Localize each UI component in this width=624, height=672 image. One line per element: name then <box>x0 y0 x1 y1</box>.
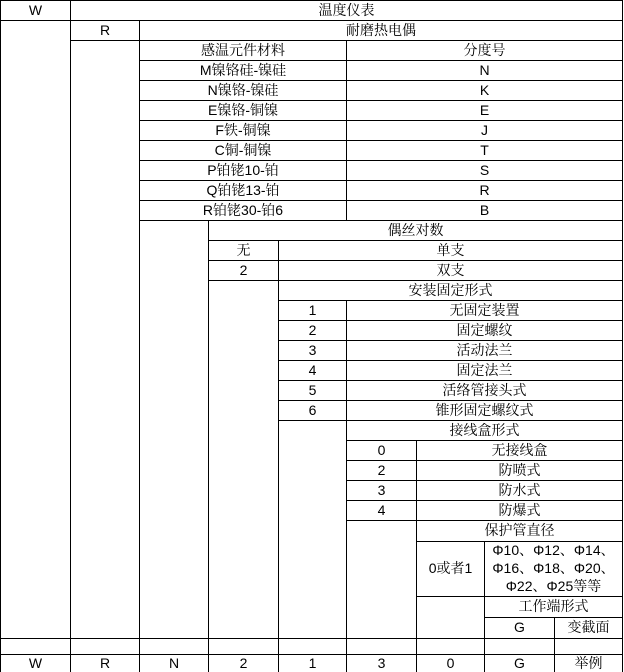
mounting-label-cell: 活动法兰 <box>347 341 623 361</box>
example-code-cell: R <box>71 654 140 672</box>
junction-box-label-cell: 无接线盒 <box>417 441 623 461</box>
type-row <box>1 21 623 41</box>
junction-box-code-cell: 4 <box>347 501 417 521</box>
element-graduation-cell: S <box>347 161 623 181</box>
element-material-cell: R铂铑30-铂6 <box>140 201 347 221</box>
type-title-cell: 耐磨热电偶 <box>140 21 623 41</box>
example-code-cell: 0 <box>417 654 485 672</box>
protection-tube-header-cell: 保护管直径 <box>417 521 623 542</box>
example-code-cell: W <box>1 654 71 672</box>
series-title-cell: 温度仪表 <box>71 1 623 21</box>
example-code-cell: 3 <box>347 654 417 672</box>
element-material-cell: P铂铑10-铂 <box>140 161 347 181</box>
element-material-cell: M镍铬硅-镍硅 <box>140 61 347 81</box>
col7-spacer-cell <box>417 596 485 638</box>
element-material-cell: Q铂铑13-铂 <box>140 181 347 201</box>
junction-box-header-cell: 接线盒形式 <box>347 421 623 441</box>
element-material-cell: E镍铬-铜镍 <box>140 101 347 121</box>
element-material-cell: F铁-铜镍 <box>140 121 347 141</box>
wire-pairs-label-cell: 双支 <box>279 261 623 281</box>
element-material-cell: N镍铬-镍硅 <box>140 81 347 101</box>
mounting-label-cell: 锥形固定螺纹式 <box>347 401 623 421</box>
col3-spacer-cell <box>140 221 209 639</box>
wire-pairs-code-cell: 2 <box>209 261 279 281</box>
element-graduation-cell: T <box>347 141 623 161</box>
wire-pairs-header-cell: 偶丝对数 <box>209 221 623 241</box>
mounting-label-cell: 无固定装置 <box>347 301 623 321</box>
col6-spacer-cell <box>347 521 417 639</box>
junction-box-code-cell: 2 <box>347 461 417 481</box>
mounting-code-cell: 5 <box>279 381 347 401</box>
working-end-code-cell: G <box>485 617 555 638</box>
wire-pairs-code-cell: 无 <box>209 241 279 261</box>
example-row <box>1 654 623 672</box>
col2-spacer-cell <box>71 41 140 639</box>
wire-pairs-label-cell: 单支 <box>279 241 623 261</box>
protection-tube-label-cell: Φ10、Φ12、Φ14、Φ16、Φ18、Φ20、Φ22、Φ25等等 <box>485 542 623 597</box>
mounting-label-cell: 固定螺纹 <box>347 321 623 341</box>
col1-spacer-cell <box>1 21 71 639</box>
mounting-code-cell: 2 <box>279 321 347 341</box>
working-end-header-cell: 工作端形式 <box>485 596 623 617</box>
spacer-cell <box>140 638 209 654</box>
spacer-cell <box>71 638 140 654</box>
example-code-cell: N <box>140 654 209 672</box>
mounting-code-cell: 3 <box>279 341 347 361</box>
junction-box-label-cell: 防爆式 <box>417 501 623 521</box>
series-row <box>1 1 623 21</box>
mounting-header-cell: 安装固定形式 <box>279 281 623 301</box>
spacer-cell <box>1 638 71 654</box>
spacer-row <box>1 638 623 654</box>
example-code-cell: 2 <box>209 654 279 672</box>
element-material-cell: C铜-铜镍 <box>140 141 347 161</box>
junction-box-label-cell: 防喷式 <box>417 461 623 481</box>
mounting-code-cell: 6 <box>279 401 347 421</box>
element-material-header-cell: 感温元件材料 <box>140 41 347 61</box>
element-graduation-cell: R <box>347 181 623 201</box>
col5-spacer-cell <box>279 421 347 639</box>
spacer-cell <box>347 638 417 654</box>
mounting-code-cell: 4 <box>279 361 347 381</box>
junction-box-code-cell: 0 <box>347 441 417 461</box>
col4-spacer-cell <box>209 281 279 639</box>
protection-tube-code-cell: 0或者1 <box>417 542 485 597</box>
type-code-cell: R <box>71 21 140 41</box>
junction-box-label-cell: 防水式 <box>417 481 623 501</box>
spacer-cell <box>555 638 623 654</box>
series-code-cell: W <box>1 1 71 21</box>
example-code-cell: G <box>485 654 555 672</box>
working-end-label-cell: 变截面 <box>555 617 623 638</box>
mounting-label-cell: 活络管接头式 <box>347 381 623 401</box>
junction-box-code-cell: 3 <box>347 481 417 501</box>
element-graduation-cell: K <box>347 81 623 101</box>
spacer-cell <box>485 638 555 654</box>
element-header-row <box>1 41 623 61</box>
element-graduation-cell: E <box>347 101 623 121</box>
element-graduation-header-cell: 分度号 <box>347 41 623 61</box>
mounting-label-cell: 固定法兰 <box>347 361 623 381</box>
spacer-cell <box>209 638 279 654</box>
element-graduation-cell: J <box>347 121 623 141</box>
element-graduation-cell: B <box>347 201 623 221</box>
spacer-cell <box>417 638 485 654</box>
spacer-cell <box>279 638 347 654</box>
example-label-cell: 举例 <box>555 654 623 672</box>
example-code-cell: 1 <box>279 654 347 672</box>
mounting-code-cell: 1 <box>279 301 347 321</box>
element-graduation-cell: N <box>347 61 623 81</box>
